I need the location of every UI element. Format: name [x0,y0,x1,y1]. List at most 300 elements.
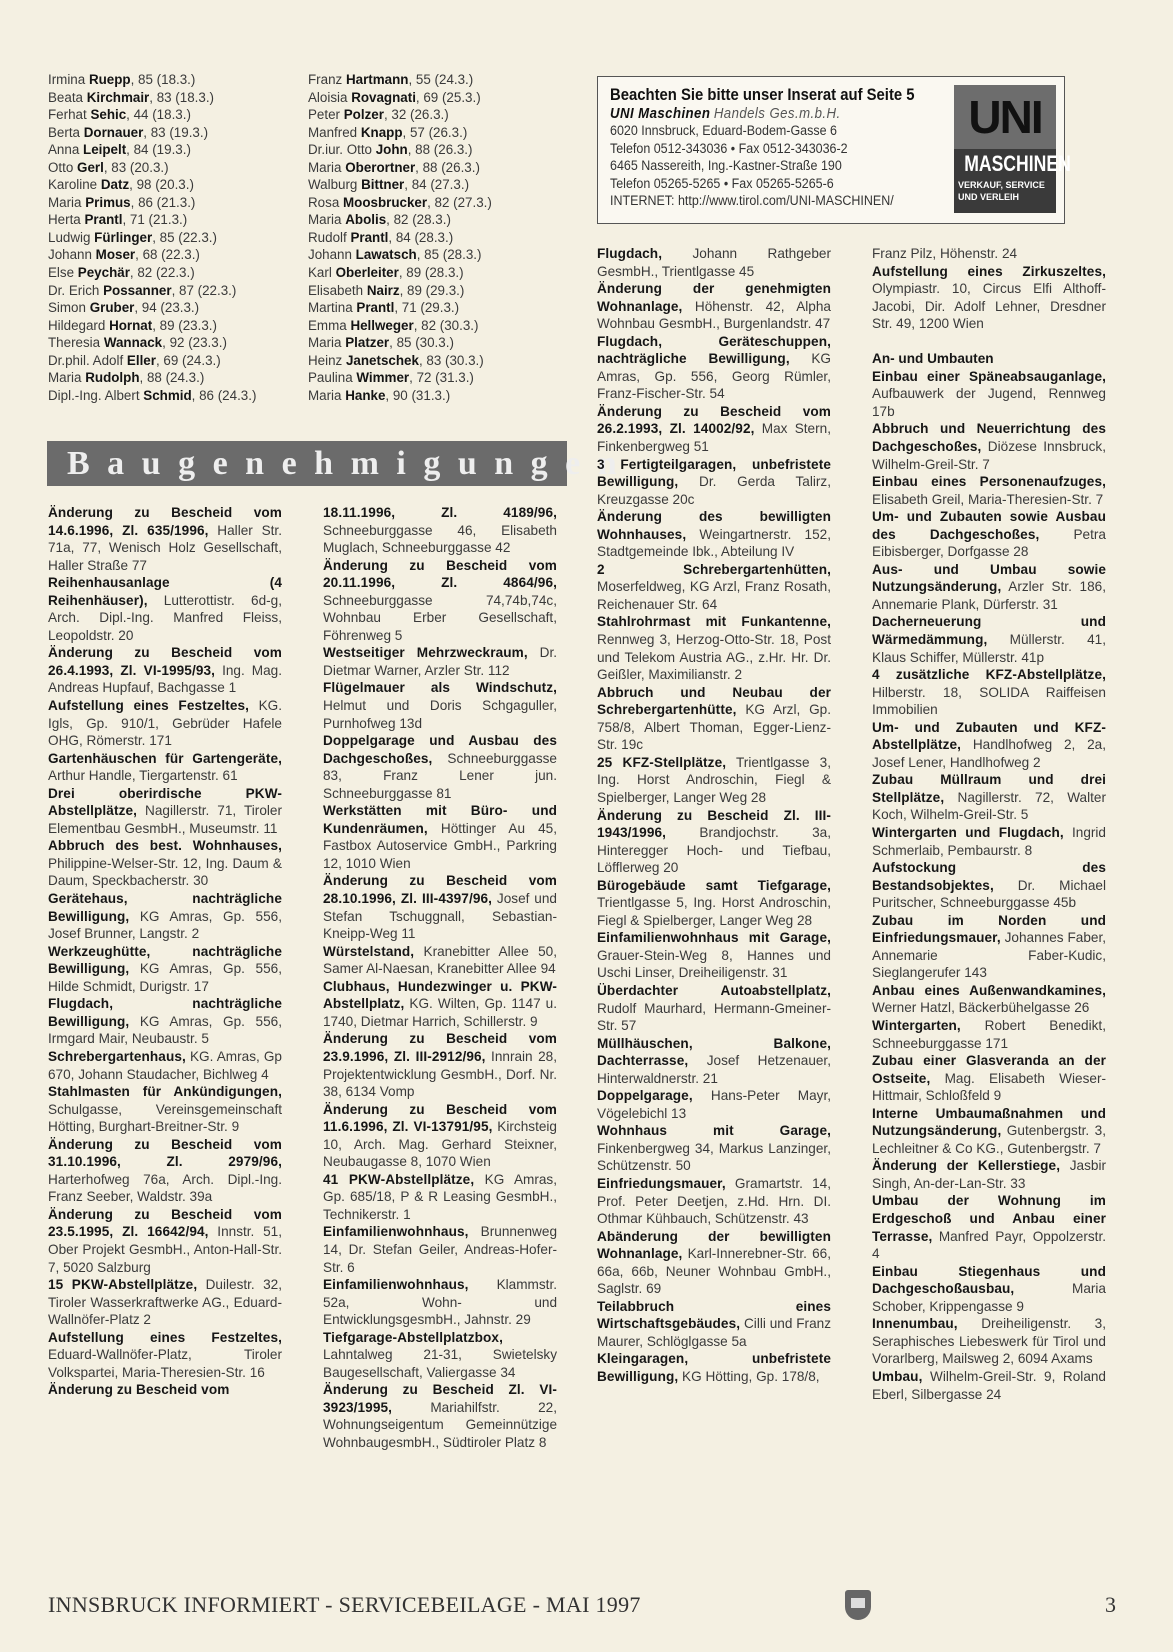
permit-details: KG Amras, Gp. 556, Hilde Schmidt, Durigstr. 17 [48,961,282,994]
name-entry [308,264,558,282]
name-entry [48,176,298,194]
permit-entry [872,982,1106,1017]
name-entry [308,159,558,177]
permit-title: Stahlrohrmast mit Funkantenne, [597,614,831,630]
permit-title: Änderung zu Bescheid vom 31.10.1996, Zl. 2979/96, [48,1136,282,1170]
name-entry [48,89,298,107]
last-name: Hellweger [350,317,414,333]
permit-entry [872,1105,1106,1158]
permit-title: Änderung zu Bescheid vom 28.10.1996, Zl. III-4397/96, [323,873,557,907]
age-date: , 89 (29.3.) [399,282,465,298]
name-entry [48,211,298,229]
permit-entry [48,1329,282,1382]
permit-title: Änderung zu Bescheid vom 23.5.1995, Zl. 16642/94, [48,1206,282,1240]
first-name: Emma [308,317,347,333]
permit-entry [872,245,1106,263]
permit-entry [48,1206,282,1276]
permit-entry [872,912,1106,982]
permit-entry [597,1298,831,1351]
permit-entry [872,561,1106,614]
name-entry [48,334,298,352]
innsbruck-crest-icon [845,1590,871,1620]
permit-title: Bürogebäude samt Tiefgarage, [597,877,831,893]
first-name: Theresia [48,335,101,351]
age-date: , 84 (19.3.) [126,142,191,158]
first-name: Maria [48,370,82,386]
name-entry [308,106,558,124]
permit-entry [323,1329,557,1382]
first-name: Dr.iur. Otto [308,142,372,158]
name-entry [48,282,298,300]
permit-details: Müllerstr. 41, Klaus Schiffer, Müllerstr. 41p [872,631,1106,665]
permit-title: Änderung der genehmigten Wohnanlage, [597,281,831,314]
age-date: , 88 (26.3.) [415,159,480,175]
last-name: Knapp [360,124,403,140]
permit-details: Nagillerstr. 71, Tiroler Elementbau GesmbH., Museumstr. 11 [48,803,282,836]
ad-company-suffix: Handels Ges.m.b.H. [713,105,841,122]
age-date: , 85 (22.3.) [152,229,217,245]
last-name: Prantl [356,300,395,316]
text-column-2 [323,504,557,1552]
first-name: Franz [308,72,343,87]
name-entry [48,369,298,387]
last-name: Janetschek [345,352,419,368]
permit-entry [872,1017,1106,1052]
permit-details: Rudolf Maurhard, Hermann-Gmeiner-Str. 57 [597,1000,831,1034]
permit-entry [323,679,557,732]
permit-title: Zubau im Norden und Einfriedungsmauer, [872,912,1106,946]
permit-title: Doppelgarage und Ausbau des Dachgeschoßes, [323,733,557,766]
permit-title: Anbau eines Außenwandkamines, [872,982,1106,998]
name-entry [308,299,558,317]
permit-entry [597,280,831,333]
name-entry [48,299,298,317]
last-name: Rovagnati [351,89,416,105]
last-name: Oberleiter [335,265,399,281]
permit-entry [872,1052,1106,1105]
last-name: Gruber [89,300,135,316]
section-title-banner: Baugenehmigungen [47,441,567,486]
permit-details: KG. Igls, Gp. 910/1, Gebrüder Hafele OHG, Römerstr. 171 [48,698,282,749]
age-date: , 89 (28.3.) [398,265,464,281]
permit-title: Änderung zu Bescheid vom [48,1382,230,1398]
permit-title: Werkzeughütte, nachträgliche Bewilligung, [48,943,282,977]
permit-title: Kleingaragen, unbefristete Bewilligung, [597,1351,831,1384]
permit-title: Reihenhausanlage (4 Reihenhäuser), [48,575,282,608]
permit-details: Kranebitter Allee 50, Samer Al-Naesan, Kranebitter Allee 94 [323,943,557,977]
name-entry [48,246,298,264]
last-name: John [375,142,408,158]
permit-details: Gramartstr. 14, Prof. Peter Deetjen, z.Hd. Hrn. DI. Othmar Kühbauch, Schützenstr. 43 [597,1175,831,1227]
permit-details: Dreiheiligenstr. 3, Seraphisches Liebeswerk für Tirol und Vorarlberg, Mailsweg 2, 6094 Axams [872,1316,1106,1367]
permit-entry [323,732,557,802]
logo-text: VERKAUF, SERVICE [958,180,1045,190]
permit-title: Um- und Zubauten sowie Ausbau des Dachgeschoßes, [872,509,1106,542]
permit-details: Höhenstr. 42, Alpha Wohnbau GesmbH., Burgenlandstr. 47 [597,298,831,332]
age-date: , 32 (26.3.) [383,107,449,123]
permit-title: Einfamilienwohnhaus, [323,1277,469,1293]
permit-details: Robert Benedikt, Schneeburggasse 171 [872,1018,1106,1051]
first-name: Berta [48,124,81,140]
age-date: , 83 (30.3.) [418,352,484,368]
age-date: , 44 (18.3.) [126,107,191,123]
ad-headline: Beachten Sie bitte unser Inserat auf Seite 5 [610,86,915,104]
permit-details: Höttinger Au 45, Fastbox Autoservice GmbH., Parkring 12, 1010 Wien [323,820,557,871]
permit-title: Umbau der Wohnung im Erdgeschoß und Anbau einer Terrasse, [872,1193,1106,1244]
permit-entry [872,824,1106,859]
ad-line: Telefon 0512-343036 • Fax 0512-343036-2 [610,140,848,157]
name-entry [48,387,298,405]
name-entry [48,141,298,159]
age-date: , 71 (21.3.) [122,212,188,228]
permit-details: KG Amras, Gp. 685/18, P & R Leasing GesmbH., Technikerstr. 1 [323,1171,558,1222]
name-entry [48,229,298,247]
first-name: Irmina [48,72,86,87]
age-date: , 57 (26.3.) [402,124,468,140]
last-name: Possanner [103,282,172,298]
permit-entry [323,1101,557,1171]
permit-details: KG Hötting, Gp. 178/8, [678,1369,820,1384]
permit-entry [597,561,831,614]
first-name: Maria [308,335,342,351]
ad-company [610,105,908,123]
first-name: Aloisia [308,89,348,105]
first-name: Otto [48,159,74,175]
age-date: , 71 (29.3.) [394,300,460,316]
age-date: , 82 (30.3.) [413,317,479,333]
permit-entry [48,890,282,943]
permit-entry [323,1276,557,1329]
permit-entry [872,1192,1106,1262]
permit-entry [597,929,831,982]
name-entry [48,159,298,177]
permit-details: Max Stern, Finkenbergweg 51 [597,421,831,455]
permit-title: Gerätehaus, nachträgliche Bewilligung, [48,891,282,924]
permit-details: Josef Hetzenauer, Hinterwaldnerstr. 21 [597,1053,831,1086]
age-date: , 69 (24.3.) [155,352,221,368]
permit-entry [597,807,831,877]
first-name: Ludwig [48,229,91,245]
name-entry [308,211,558,229]
age-date: , 85 (30.3.) [389,335,454,351]
permit-title: Dacherneuerung und Wärmedämmung, [872,614,1106,647]
permit-details: Franz Pilz, Höhenstr. 24 [872,246,1018,261]
permit-title: 4 zusätzliche KFZ-Abstellplätze, [872,667,1106,683]
permit-details: Arzler Str. 186, Annemarie Plank, Dürferstr. 31 [872,579,1106,612]
subheading: An- und Umbauten [872,351,994,367]
last-name: Moser [95,247,136,263]
last-name: Moosbrucker [343,194,428,210]
permit-entry [597,982,831,1035]
permit-details: Lutterottistr. 6d-g, Arch. Dipl.-Ing. Manfred Fleiss, Leopoldstr. 20 [48,592,282,643]
last-name: Bittner [361,177,405,193]
first-name: Peter [308,107,341,123]
first-name: Dr.phil. Adolf [48,352,124,368]
permit-details: Josef und Stefan Tschuggnall, Sebastian-Kneipp-Weg 11 [323,891,557,942]
permit-entry [48,504,282,574]
permit-title: Änderung zu Bescheid vom 23.9.1996, Zl. III-2912/96, [323,1031,557,1064]
permit-entry [48,574,282,644]
names-list-left [48,71,298,404]
permit-details: Jasbir Singh, An-der-Lan-Str. 33 [872,1158,1106,1191]
permit-title: Aus- und Umbau sowie Nutzungsänderung, [872,561,1106,595]
permit-details: Eduard-Wallnöfer-Platz, Tiroler Volkspartei, Maria-Theresien-Str. 16 [48,1347,282,1380]
first-name: Elisabeth [308,282,364,298]
page-number: 3 [1105,1592,1116,1617]
permit-details: Rennweg 3, Herzog-Otto-Str. 18, Post und Telekom Austria AG., z.Hr. Hr. Dr. Geißler, Maximilianstr. 2 [597,632,831,683]
first-name: Paulina [308,370,353,386]
age-date: , 68 (22.3.) [135,247,200,263]
permit-entry [872,1263,1106,1316]
permit-details: KG. Amras, Gp 670, Johann Staudacher, Bichlweg 4 [48,1048,282,1082]
permit-details: KG Arzl, Gp. 758/8, Albert Thoman, Egger-Lienz-Str. 19c [597,702,831,753]
first-name: Dipl.-Ing. Albert [48,387,140,403]
permit-details: Hilberstr. 18, SOLIDA Raiffeisen Immobilien [872,684,1106,718]
permit-title: Flugdach, nachträgliche Bewilligung, [48,996,282,1029]
permit-details: Dr. Gerda Talirz, Kreuzgasse 20c [597,474,831,507]
age-date: , 84 (28.3.) [388,229,454,245]
last-name: Platzer [345,335,390,351]
permit-title: Änderung zu Bescheid vom 26.4.1993, Zl. VI-1995/93, [48,645,282,678]
permit-title: Umbau, [872,1368,923,1384]
logo-text: MASCHINEN [964,151,1071,176]
first-name: Anna [48,142,80,158]
last-name: Leipelt [83,142,127,158]
permit-details: Nagillerstr. 72, Walter Koch, Wilhelm-Greil-Str. 5 [872,789,1106,823]
permit-entry [48,995,282,1048]
permit-details: Petra Eibisberger, Dorfgasse 28 [872,526,1106,560]
last-name: Datz [100,177,130,193]
permit-title: Änderung zu Bescheid vom 20.11.1996, Zl. 4864/96, [323,557,557,591]
last-name: Sehic [90,107,127,123]
permit-details: Ingrid Schmerlaib, Pembaurstr. 8 [872,825,1106,858]
permit-entry [597,1035,831,1088]
permit-title: Einbau Stiegenhaus und Dachgeschoßausbau, [872,1263,1106,1297]
ad-url: INTERNET: http://www.tirol.com/UNI-MASCHINEN/ [610,193,894,210]
first-name: Johann [48,247,92,263]
first-name: Johann [308,247,352,263]
age-date: , 85 (28.3.) [416,247,482,263]
permit-title: Aufstockung des Bestandsobjektes, [872,860,1106,893]
permit-details: Werner Hatzl, Bäckerbühelgasse 26 [872,1000,1090,1016]
last-name: Gerl [77,159,104,175]
permit-details: Brandjochstr. 3a, Hinteregger Hoch- und Tiefbau, Löfflerweg 20 [597,825,831,876]
permit-title: Einfamilienwohnhaus, [323,1224,469,1240]
last-name: Schmid [143,387,192,403]
permit-details: Schneeburggasse 83, Franz Lener jun. Schneeburggasse 81 [323,750,557,801]
permit-title: Aufstellung eines Festzeltes, [48,698,250,714]
permit-entry [872,1157,1106,1192]
name-entry [48,106,298,124]
permit-details: Johann Rathgeber GesmbH., Trientlgasse 45 [597,246,831,279]
permit-title: Wintergarten und Flugdach, [872,825,1064,840]
last-name: Peychär [77,265,130,281]
uni-maschinen-logo [954,85,1071,213]
permit-details: Klammstr. 52a, Wohn- und EntwicklungsgesmbH., Jahnstr. 29 [323,1277,557,1328]
permit-title: Um- und Zubauten und KFZ-Abstellplätze, [872,719,1106,753]
age-date: , 87 (22.3.) [171,282,237,298]
name-entry [308,282,558,300]
permit-details: Karl-Innerebner-Str. 66, 66a, 66b, Neuner Wohnbau GmbH., Saglstr. 69 [597,1246,831,1297]
permit-entry [323,557,557,645]
permit-details: Haller Str. 71a, 77, Wenisch Holz Gesellschaft, Haller Straße 77 [48,522,282,573]
name-entry [308,89,558,107]
permit-entry [323,978,557,1031]
permit-entry [323,943,557,978]
name-entry [308,317,558,335]
permit-title: Aufstellung eines Festzeltes, [48,1329,282,1345]
permit-entry [597,1087,831,1122]
age-date: , 88 (26.3.) [407,142,473,158]
permit-details: Gutenbergstr. 3, Lechleitner & Co KG., Gutenbergstr. 7 [872,1123,1106,1156]
permit-entry [323,872,557,942]
permit-details: Schneeburggasse 74,74b,74c, Wohnbau Erber Gesellschaft, Föhrenweg 5 [323,592,557,643]
permit-entry [48,1381,282,1399]
permit-details: Mariahilfstr. 22, Wohnungseigentum Gemeinnützige WohnbaugesmbH., Südtiroler Platz 8 [323,1399,557,1450]
permit-entry [48,837,282,890]
permit-entry [872,420,1106,473]
age-date: , 86 (24.3.) [191,387,257,403]
last-name: Prantl [350,229,389,245]
permit-title: Änderung zu Bescheid vom 11.6.1996, Zl. VI-13791/95, [323,1101,557,1135]
first-name: Ferhat [48,107,87,123]
permit-entry [597,333,831,403]
last-name: Oberortner [345,159,416,175]
last-name: Wannack [103,335,163,351]
permit-title: 2 Schrebergartenhütten, [597,561,831,577]
permit-entry [48,1083,282,1136]
age-date: , 89 (23.3.) [152,317,217,333]
permit-entry [872,263,1106,333]
first-name: Maria [308,387,342,403]
permit-details: Elisabeth Greil, Maria-Theresien-Str. 7 [872,491,1104,507]
permit-entry [872,666,1106,719]
permit-title: Änderung zu Bescheid vom 26.2.1993, Zl. 14002/92, [597,403,831,437]
age-date: , 69 (25.3.) [415,89,481,105]
permit-details: KG Amras, Gp. 556, Irmgard Mair, Neubaustr. 5 [48,1013,282,1047]
permit-entry [872,719,1106,772]
last-name: Polzer [343,107,384,123]
permit-title: Tiefgarage-Abstellplatzbox, [323,1329,503,1345]
age-date: , 86 (21.3.) [130,194,196,210]
ad-company-name: UNI Maschinen [610,105,711,122]
last-name: Nairz [366,282,400,298]
first-name: Hildegard [48,317,106,333]
age-date: , 90 (31.3.) [385,387,451,403]
last-name: Primus [85,194,131,210]
footer-title: INNSBRUCK INFORMIERT - SERVICEBEILAGE - MAI 1997 [48,1592,641,1617]
first-name: Rudolf [308,229,347,245]
permit-entry [872,1315,1106,1368]
first-name: Maria [48,194,82,210]
permit-entry [597,1122,831,1175]
permit-details: Johannes Faber, Annemarie Faber-Kudic, Sieglangerufer 143 [872,930,1106,981]
age-date: , 83 (19.3.) [143,124,209,140]
last-name: Wimmer [356,370,410,386]
permit-entry [48,943,282,996]
permit-entry [597,613,831,683]
permit-title: Teilabbruch eines Wirtschaftsgebäudes, [597,1298,831,1332]
first-name: Rosa [308,194,340,210]
permit-entry [323,1030,557,1100]
advertisement-box [597,76,1071,224]
permit-title: Müllhäuschen, Balkone, Dachterrasse, [597,1035,831,1069]
permit-details: Dr. Dietmar Warner, Arzler Str. 112 [323,645,557,678]
name-entry [308,71,558,89]
last-name: Kirchmair [86,89,150,105]
first-name: Simon [48,300,86,316]
permit-details: Cilli und Franz Maurer, Schlöglgasse 5a [597,1316,831,1349]
permit-entry [597,1175,831,1228]
permit-title: Änderung zu Bescheid Zl. III-1943/1996, [597,807,831,841]
permit-details: Aufbauwerk der Jugend, Rennweg 17b [872,386,1106,419]
permit-title: Gartenhäuschen für Gartengeräte, [48,750,282,766]
permit-entry [597,684,831,754]
first-name: Karoline [48,177,98,193]
permit-title: Aufstellung eines Zirkuszeltes, [872,263,1106,279]
name-entry [308,141,558,159]
names-list-right [308,71,558,404]
permit-title: Abbruch und Neuerrichtung des Dachgeschoßes, [872,421,1106,454]
permit-title: Überdachter Autoabstellplatz, [597,982,831,998]
age-date: , 98 (20.3.) [129,177,194,193]
permit-title: Änderung zu Bescheid vom 14.6.1996, Zl. 635/1996, [48,505,282,538]
permit-details: Kirchsteig 10, Arch. Mag. Gerhard Steixner, Neubaugasse 8, 1070 Wien [323,1119,557,1170]
permit-entry [597,1228,831,1298]
permit-title: Flugdach, [597,246,663,261]
permit-entry [48,1276,282,1329]
last-name: Rudolph [85,370,140,386]
name-entry [308,387,558,405]
name-entry [48,71,298,89]
name-entry [308,334,558,352]
text-column-3 [597,245,831,1552]
permit-details: Grauer-Stein-Weg 8, Hannes und Uschi Linser, Dreiheiligenstr. 31 [597,947,831,981]
permit-details: Olympiastr. 10, Circus Elfi Althoff-Jacobi, Dir. Adolf Lehner, Dresdner Str. 49, 1200 Wien [872,281,1106,332]
permit-details: Trientlgasse 5, Ing. Horst Androschin, Fiegl & Spielberger, Langer Weg 28 [597,895,831,928]
permit-title: Drei oberirdische PKW-Abstellplätze, [48,785,282,819]
permit-title: Interne Umbaumaßnahmen und Nutzungsänderung, [872,1105,1106,1139]
text-column-1 [48,504,282,1552]
permit-entry [597,456,831,509]
first-name: Maria [308,212,342,228]
permit-entry [597,245,831,280]
permit-title: Einfriedungsmauer, [597,1175,726,1191]
permit-entry [872,1368,1106,1403]
last-name: Eller [126,352,156,368]
permit-entry [872,613,1106,666]
ad-line: 6465 Nassereith, Ing.-Kastner-Straße 190 [610,158,842,175]
name-entry [308,229,558,247]
text-column-4 [872,245,1106,1552]
permit-title: Stahlmasten für Ankündigungen, [48,1084,282,1100]
age-date: , 55 (24.3.) [408,72,474,87]
age-date: , 82 (22.3.) [129,265,195,281]
last-name: Fürlinger [94,229,153,245]
permit-title: Schrebergartenhaus, [48,1048,186,1064]
permit-entry [597,508,831,561]
permit-entry [323,1381,557,1451]
permit-entry [323,1171,557,1224]
permit-title: Würstelstand, [323,943,415,959]
first-name: Maria [308,159,342,175]
permit-details: Arthur Handle, Tiergartenstr. 61 [48,768,238,784]
age-date: , 84 (27.3.) [404,177,470,193]
permit-details: Innstr. 51, Ober Projekt GesmbH., Anton-Hall-Str. 7, 5020 Salzburg [48,1224,282,1275]
permit-details: KG. Wilten, Gp. 1147 u. 1740, Dietmar Harrich, Schillerstr. 9 [323,996,557,1029]
permit-entry [323,504,557,557]
permit-title: Flügelmauer als Windschutz, [323,680,557,696]
